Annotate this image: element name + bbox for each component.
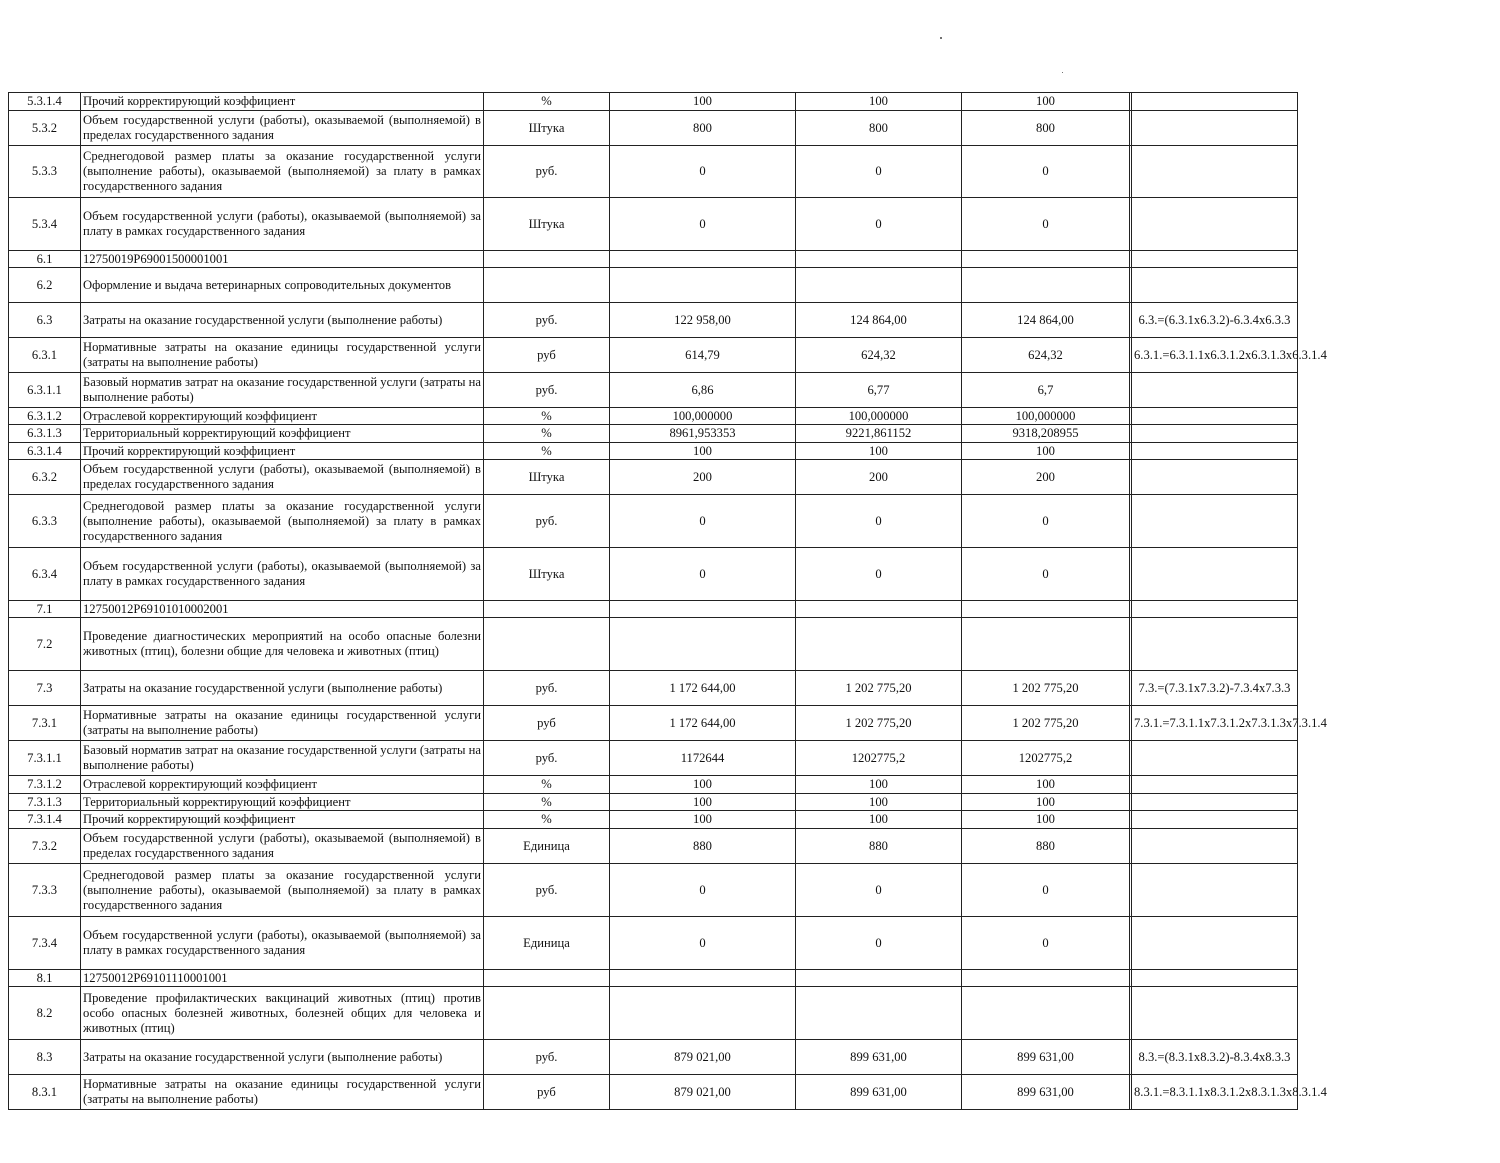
row-value-year-3: 0: [962, 917, 1130, 970]
row-description: Объем государственной услуги (работы), оказываемой (выполняемой) за плату в рамках государственного задания: [81, 548, 484, 601]
row-unit: [484, 987, 610, 1040]
row-value-year-1: 100: [610, 794, 796, 811]
row-unit: руб.: [484, 741, 610, 776]
table-row: [9, 917, 1298, 970]
row-value-year-2: 880: [796, 829, 962, 864]
row-value-year-2: 100,000000: [796, 408, 962, 425]
table-row: [9, 460, 1298, 495]
row-unit: руб: [484, 1075, 610, 1110]
row-formula: [1132, 495, 1298, 548]
row-description: Нормативные затраты на оказание единицы государственной услуги (затраты на выполнение работы): [81, 706, 484, 741]
row-description: Прочий корректирующий коэффициент: [81, 811, 484, 829]
row-unit: %: [484, 776, 610, 794]
row-number: 6.1: [9, 251, 81, 268]
row-description: Объем государственной услуги (работы), оказываемой (выполняемой) в пределах государственного задания: [81, 829, 484, 864]
row-description: Отраслевой корректирующий коэффициент: [81, 776, 484, 794]
row-value-year-3: 100: [962, 794, 1130, 811]
row-value-year-2: 0: [796, 917, 962, 970]
row-value-year-1: 0: [610, 495, 796, 548]
table-row: [9, 1075, 1298, 1110]
row-value-year-3: [962, 268, 1130, 303]
row-description: Объем государственной услуги (работы), оказываемой (выполняемой) в пределах государственного задания: [81, 460, 484, 495]
row-formula: [1132, 198, 1298, 251]
row-value-year-3: 1 202 775,20: [962, 706, 1130, 741]
row-formula: [1132, 601, 1298, 618]
cost-table-container: [8, 92, 1327, 1110]
row-unit: Штука: [484, 111, 610, 146]
row-value-year-3: [962, 987, 1130, 1040]
row-description: Среднегодовой размер платы за оказание государственной услуги (выполнение работы), оказываемой (выполняемой) за плату в рамках государственного задания: [81, 146, 484, 198]
row-number: 7.3.2: [9, 829, 81, 864]
row-value-year-3: 1202775,2: [962, 741, 1130, 776]
row-value-year-3: 9318,208955: [962, 425, 1130, 443]
row-unit: %: [484, 443, 610, 460]
row-description: Затраты на оказание государственной услуги (выполнение работы): [81, 303, 484, 338]
row-unit: [484, 268, 610, 303]
row-formula: [1132, 987, 1298, 1040]
row-description: 12750012Р69101110001001: [81, 970, 484, 987]
row-value-year-1: 0: [610, 198, 796, 251]
row-unit: %: [484, 425, 610, 443]
row-number: 7.3.1.2: [9, 776, 81, 794]
row-value-year-1: [610, 268, 796, 303]
row-value-year-1: 0: [610, 548, 796, 601]
row-value-year-2: 0: [796, 198, 962, 251]
row-value-year-2: 0: [796, 548, 962, 601]
row-description: Объем государственной услуги (работы), оказываемой (выполняемой) в пределах государственного задания: [81, 111, 484, 146]
cost-table: [8, 92, 1327, 1110]
row-value-year-1: [610, 251, 796, 268]
row-formula: [1132, 917, 1298, 970]
table-row: [9, 198, 1298, 251]
row-unit: Единица: [484, 917, 610, 970]
row-number: 6.3.1: [9, 338, 81, 373]
row-description: Прочий корректирующий коэффициент: [81, 443, 484, 460]
row-value-year-3: [962, 618, 1130, 671]
row-unit: %: [484, 408, 610, 425]
scan-speck: [1062, 72, 1063, 73]
table-row: [9, 601, 1298, 618]
table-row: [9, 495, 1298, 548]
row-value-year-3: 100: [962, 93, 1130, 111]
table-row: [9, 1040, 1298, 1075]
row-value-year-3: [962, 601, 1130, 618]
row-value-year-2: 899 631,00: [796, 1075, 962, 1110]
row-value-year-3: 100: [962, 776, 1130, 794]
row-value-year-1: 880: [610, 829, 796, 864]
row-formula: [1132, 146, 1298, 198]
table-row: [9, 338, 1298, 373]
row-value-year-1: 100,000000: [610, 408, 796, 425]
row-value-year-3: 624,32: [962, 338, 1130, 373]
row-formula: [1132, 111, 1298, 146]
row-value-year-1: [610, 987, 796, 1040]
row-description: 12750019Р69001500001001: [81, 251, 484, 268]
row-value-year-1: 614,79: [610, 338, 796, 373]
row-number: 7.3.1.4: [9, 811, 81, 829]
table-row: [9, 970, 1298, 987]
row-description: Базовый норматив затрат на оказание государственной услуги (затраты на выполнение работы): [81, 373, 484, 408]
row-value-year-2: 100: [796, 443, 962, 460]
row-value-year-2: 0: [796, 146, 962, 198]
row-value-year-2: 800: [796, 111, 962, 146]
row-value-year-3: 200: [962, 460, 1130, 495]
row-value-year-1: 879 021,00: [610, 1040, 796, 1075]
row-description: Базовый норматив затрат на оказание государственной услуги (затраты на выполнение работы): [81, 741, 484, 776]
row-number: 8.2: [9, 987, 81, 1040]
row-unit: руб.: [484, 1040, 610, 1075]
row-description: Затраты на оказание государственной услуги (выполнение работы): [81, 671, 484, 706]
row-unit: руб.: [484, 303, 610, 338]
row-formula: [1132, 373, 1298, 408]
row-value-year-2: 100: [796, 811, 962, 829]
row-formula: 8.3.1.=8.3.1.1х8.3.1.2х8.3.1.3х8.3.1.4: [1132, 1075, 1298, 1110]
row-description: Среднегодовой размер платы за оказание государственной услуги (выполнение работы), оказываемой (выполняемой) за плату в рамках государственного задания: [81, 864, 484, 917]
row-value-year-1: 1172644: [610, 741, 796, 776]
row-formula: 8.3.=(8.3.1х8.3.2)-8.3.4х8.3.3: [1132, 1040, 1298, 1075]
row-value-year-2: 200: [796, 460, 962, 495]
row-unit: [484, 618, 610, 671]
row-description: Нормативные затраты на оказание единицы государственной услуги (затраты на выполнение работы): [81, 338, 484, 373]
row-value-year-1: 100: [610, 93, 796, 111]
table-row: [9, 811, 1298, 829]
table-row: [9, 776, 1298, 794]
row-unit: [484, 970, 610, 987]
row-number: 7.3.1: [9, 706, 81, 741]
table-row: [9, 618, 1298, 671]
row-value-year-3: 6,7: [962, 373, 1130, 408]
table-row: [9, 987, 1298, 1040]
row-formula: 7.3.1.=7.3.1.1х7.3.1.2х7.3.1.3х7.3.1.4: [1132, 706, 1298, 741]
table-row: [9, 741, 1298, 776]
row-formula: [1132, 829, 1298, 864]
cost-table-body: [9, 93, 1327, 1110]
row-value-year-3: 100: [962, 443, 1130, 460]
row-formula: [1132, 741, 1298, 776]
table-row: [9, 829, 1298, 864]
row-unit: Штука: [484, 460, 610, 495]
row-number: 6.3.1.1: [9, 373, 81, 408]
row-description: Объем государственной услуги (работы), оказываемой (выполняемой) за плату в рамках государственного задания: [81, 198, 484, 251]
row-description: Проведение диагностических мероприятий на особо опасные болезни животных (птиц), болезни общие для человека и животных (птиц): [81, 618, 484, 671]
row-description: Затраты на оказание государственной услуги (выполнение работы): [81, 1040, 484, 1075]
row-formula: [1132, 864, 1298, 917]
table-row: [9, 111, 1298, 146]
row-value-year-1: 6,86: [610, 373, 796, 408]
row-value-year-2: [796, 268, 962, 303]
row-value-year-3: 124 864,00: [962, 303, 1130, 338]
table-row: [9, 864, 1298, 917]
row-value-year-2: 1 202 775,20: [796, 671, 962, 706]
row-value-year-1: 100: [610, 776, 796, 794]
row-value-year-3: [962, 251, 1130, 268]
table-row: [9, 93, 1298, 111]
table-row: [9, 251, 1298, 268]
row-formula: [1132, 811, 1298, 829]
row-formula: [1132, 251, 1298, 268]
row-value-year-1: [610, 970, 796, 987]
row-value-year-3: [962, 970, 1130, 987]
row-value-year-3: 1 202 775,20: [962, 671, 1130, 706]
row-value-year-1: 100: [610, 443, 796, 460]
row-number: 7.3.3: [9, 864, 81, 917]
row-number: 7.3.1.1: [9, 741, 81, 776]
row-value-year-2: 100: [796, 794, 962, 811]
row-value-year-2: 124 864,00: [796, 303, 962, 338]
row-unit: Единица: [484, 829, 610, 864]
row-number: 7.3: [9, 671, 81, 706]
table-row: [9, 794, 1298, 811]
row-unit: руб.: [484, 671, 610, 706]
row-value-year-3: 100,000000: [962, 408, 1130, 425]
row-number: 6.3.1.2: [9, 408, 81, 425]
row-value-year-1: 1 172 644,00: [610, 671, 796, 706]
row-description: Территориальный корректирующий коэффициент: [81, 794, 484, 811]
row-value-year-3: 0: [962, 864, 1130, 917]
row-value-year-1: [610, 618, 796, 671]
row-description: Среднегодовой размер платы за оказание государственной услуги (выполнение работы), оказываемой (выполняемой) за плату в рамках государственного задания: [81, 495, 484, 548]
row-description: Объем государственной услуги (работы), оказываемой (выполняемой) за плату в рамках государственного задания: [81, 917, 484, 970]
table-row: [9, 408, 1298, 425]
row-formula: [1132, 548, 1298, 601]
row-formula: 6.3.=(6.3.1х6.3.2)-6.3.4х6.3.3: [1132, 303, 1298, 338]
row-formula: [1132, 425, 1298, 443]
row-value-year-2: 100: [796, 93, 962, 111]
row-value-year-2: 6,77: [796, 373, 962, 408]
row-value-year-2: [796, 970, 962, 987]
row-unit: [484, 251, 610, 268]
row-formula: 6.3.1.=6.3.1.1х6.3.1.2х6.3.1.3х6.3.1.4: [1132, 338, 1298, 373]
row-unit: Штука: [484, 198, 610, 251]
table-row: [9, 443, 1298, 460]
row-unit: %: [484, 93, 610, 111]
row-value-year-1: 100: [610, 811, 796, 829]
row-value-year-2: [796, 251, 962, 268]
table-row: [9, 373, 1298, 408]
row-value-year-3: 899 631,00: [962, 1075, 1130, 1110]
table-row: [9, 425, 1298, 443]
row-value-year-1: 8961,953353: [610, 425, 796, 443]
row-number: 6.3.4: [9, 548, 81, 601]
row-value-year-2: 100: [796, 776, 962, 794]
row-number: 6.3.3: [9, 495, 81, 548]
row-number: 8.3: [9, 1040, 81, 1075]
row-value-year-3: 0: [962, 146, 1130, 198]
row-number: 6.3.1.3: [9, 425, 81, 443]
row-formula: [1132, 776, 1298, 794]
row-description: Проведение профилактических вакцинаций животных (птиц) против особо опасных болезней животных, болезней общих для человека и животных (птиц): [81, 987, 484, 1040]
row-value-year-2: 0: [796, 864, 962, 917]
row-value-year-1: [610, 601, 796, 618]
row-number: 6.3.1.4: [9, 443, 81, 460]
row-formula: [1132, 794, 1298, 811]
row-value-year-2: 0: [796, 495, 962, 548]
table-row: [9, 548, 1298, 601]
row-number: 5.3.4: [9, 198, 81, 251]
row-value-year-2: [796, 601, 962, 618]
row-number: 5.3.2: [9, 111, 81, 146]
row-number: 6.2: [9, 268, 81, 303]
row-formula: [1132, 408, 1298, 425]
row-formula: [1132, 970, 1298, 987]
row-description: Территориальный корректирующий коэффициент: [81, 425, 484, 443]
row-number: 7.1: [9, 601, 81, 618]
row-unit: %: [484, 794, 610, 811]
row-number: 6.3.2: [9, 460, 81, 495]
row-value-year-2: 1 202 775,20: [796, 706, 962, 741]
row-formula: 7.3.=(7.3.1х7.3.2)-7.3.4х7.3.3: [1132, 671, 1298, 706]
row-unit: [484, 601, 610, 618]
row-formula: [1132, 618, 1298, 671]
row-formula: [1132, 460, 1298, 495]
row-number: 5.3.3: [9, 146, 81, 198]
row-number: 5.3.1.4: [9, 93, 81, 111]
row-value-year-2: 624,32: [796, 338, 962, 373]
row-unit: руб.: [484, 495, 610, 548]
row-value-year-2: 1202775,2: [796, 741, 962, 776]
row-number: 8.3.1: [9, 1075, 81, 1110]
row-value-year-3: 880: [962, 829, 1130, 864]
row-unit: Штука: [484, 548, 610, 601]
row-number: 7.3.1.3: [9, 794, 81, 811]
row-formula: [1132, 268, 1298, 303]
row-description: 12750012Р69101010002001: [81, 601, 484, 618]
row-value-year-1: 800: [610, 111, 796, 146]
row-unit: руб: [484, 706, 610, 741]
row-number: 6.3: [9, 303, 81, 338]
table-row: [9, 706, 1298, 741]
row-value-year-3: 100: [962, 811, 1130, 829]
row-value-year-2: 9221,861152: [796, 425, 962, 443]
row-unit: руб: [484, 338, 610, 373]
row-value-year-1: 0: [610, 146, 796, 198]
row-unit: руб.: [484, 864, 610, 917]
row-description: Прочий корректирующий коэффициент: [81, 93, 484, 111]
row-value-year-1: 0: [610, 917, 796, 970]
row-value-year-3: 0: [962, 495, 1130, 548]
row-value-year-1: 1 172 644,00: [610, 706, 796, 741]
row-number: 7.3.4: [9, 917, 81, 970]
row-description: Оформление и выдача ветеринарных сопроводительных документов: [81, 268, 484, 303]
row-value-year-1: 122 958,00: [610, 303, 796, 338]
row-value-year-1: 200: [610, 460, 796, 495]
row-unit: руб.: [484, 373, 610, 408]
table-row: [9, 303, 1298, 338]
row-value-year-1: 879 021,00: [610, 1075, 796, 1110]
row-value-year-2: [796, 618, 962, 671]
table-row: [9, 671, 1298, 706]
row-unit: %: [484, 811, 610, 829]
table-row: [9, 268, 1298, 303]
row-value-year-1: 0: [610, 864, 796, 917]
row-description: Нормативные затраты на оказание единицы государственной услуги (затраты на выполнение работы): [81, 1075, 484, 1110]
row-value-year-2: [796, 987, 962, 1040]
table-row: [9, 146, 1298, 198]
row-number: 7.2: [9, 618, 81, 671]
row-value-year-2: 899 631,00: [796, 1040, 962, 1075]
row-value-year-3: 899 631,00: [962, 1040, 1130, 1075]
row-formula: [1132, 93, 1298, 111]
row-formula: [1132, 443, 1298, 460]
row-value-year-3: 800: [962, 111, 1130, 146]
row-number: 8.1: [9, 970, 81, 987]
row-description: Отраслевой корректирующий коэффициент: [81, 408, 484, 425]
row-unit: руб.: [484, 146, 610, 198]
scan-speck: [940, 37, 942, 39]
row-value-year-3: 0: [962, 548, 1130, 601]
row-value-year-3: 0: [962, 198, 1130, 251]
